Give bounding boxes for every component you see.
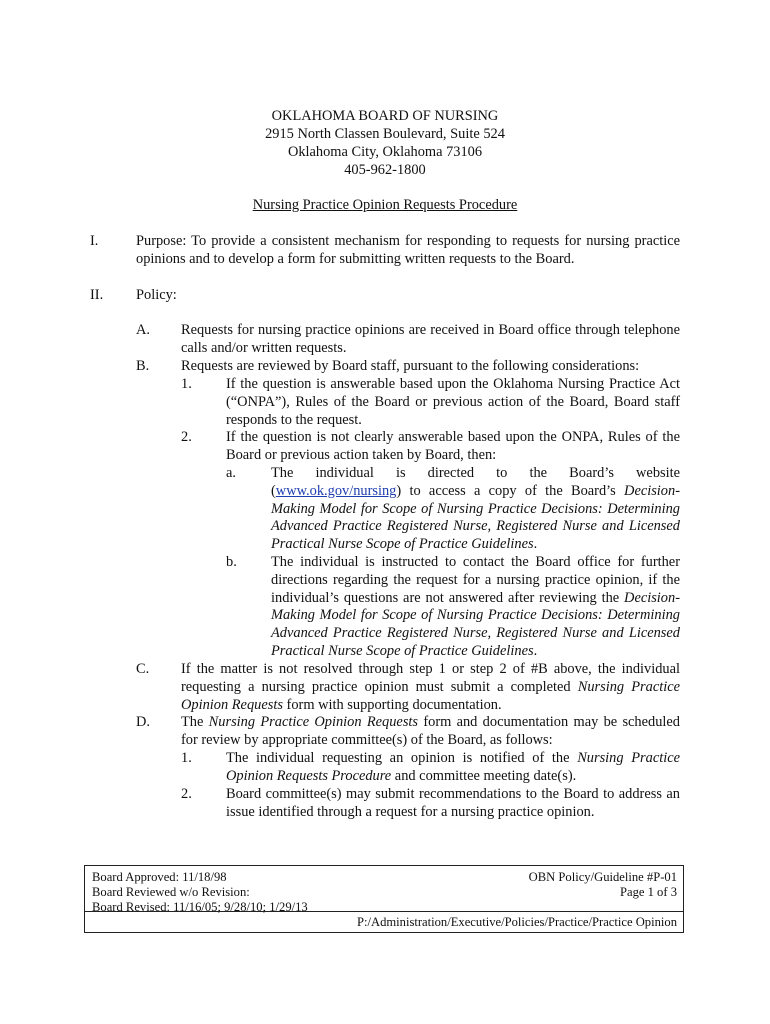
c-form-name: Nursing Practice Opinion Requests: [181, 678, 680, 713]
b2a-text-mid: ) to access a copy of the Board’s: [396, 482, 625, 499]
d-text-pre: The: [181, 714, 209, 730]
policy-item-c-label: C.: [136, 661, 150, 677]
policy-item-b2-label: 2.: [181, 429, 192, 445]
d-form-name: Nursing Practice Opinion Requests: [208, 714, 419, 730]
c-text-end: form with supporting documentation.: [282, 696, 502, 713]
policy-item-b-text: Requests are reviewed by Board staff, pursuant to the following considerations:: [181, 358, 640, 374]
policy-item-a-label: A.: [136, 322, 150, 338]
policy-item-d1-label: 1.: [181, 750, 192, 766]
phone-number: 405-962-1800: [344, 162, 426, 178]
section-number-purpose: I.: [90, 233, 99, 249]
footer-box: [84, 865, 684, 933]
policy-item-a-text: Requests for nursing practice opinions are received in Board office through telephone calls and/or written requests.: [181, 322, 680, 356]
footer-divider: [85, 911, 683, 912]
board-approved: Board Approved: 11/18/98: [92, 870, 227, 884]
policy-item-d2-label: 2.: [181, 786, 192, 802]
policy-number: OBN Policy/Guideline #P-01: [528, 870, 677, 884]
document-title-wrap: [0, 197, 770, 215]
b2a-guideline-title: Decision-Making Model for Scope of Nursing Practice Decisions: Determining Advanced Practice Registered Nurse, Registered Nurse and Licensed Practical Nurse Scope of Practice Guidelines: [271, 482, 680, 553]
policy-item-b1-label: 1.: [181, 376, 192, 392]
purpose-text: Purpose: To provide a consistent mechanism for responding to requests for nursing practice opinions and to develop a form for submitting written requests to the Board.: [136, 233, 680, 267]
board-revised: Board Revised: 11/16/05; 9/28/10; 1/29/13: [92, 900, 308, 914]
policy-item-d1-text: [226, 750, 680, 786]
policy-item-b2b-label: b.: [226, 554, 237, 570]
file-path: P:/Administration/Executive/Policies/Practice/Practice Opinion: [356, 915, 677, 929]
b2b-text-pre: The individual is instructed to contact the Board office for further directions regarding the request for a nursing practice opinion, if the individual’s questions are not answered after reviewing the: [271, 554, 680, 606]
d-text-end: form and documentation may be scheduled for review by appropriate committee(s) of the Board, as follows:: [181, 714, 680, 748]
section-number-policy: II.: [90, 287, 104, 303]
policy-item-d2-text: Board committee(s) may submit recommendations to the Board to address an issue identified through a request for a nursing practice opinion.: [226, 786, 680, 820]
board-reviewed: Board Reviewed w/o Revision:: [92, 885, 250, 899]
address-line-1: 2915 North Classen Boulevard, Suite 524: [265, 126, 505, 142]
b2a-text-pre: The individual is directed to the Board’s website (: [271, 465, 680, 499]
page-number: Page 1 of 3: [619, 885, 677, 899]
policy-item-b2-text: If the question is not clearly answerable based upon the ONPA, Rules of the Board or previous action taken by Board, then:: [226, 429, 680, 463]
policy-item-b2a-text: [271, 465, 680, 554]
c-text-pre: If the matter is not resolved through step 1 or step 2 of #B above, the individual requesting a nursing practice opinion must submit a completed: [181, 661, 680, 695]
policy-item-b2a-label: a.: [226, 465, 236, 481]
policy-item-d-text: [181, 714, 680, 750]
b2b-guideline-title: Decision-Making Model for Scope of Nursing Practice Decisions: Determining Advanced Practice Registered Nurse, Registered Nurse and Licensed Practical Nurse Scope of Practice Guidelines: [271, 589, 680, 659]
nursing-website-link[interactable]: www.ok.gov/nursing: [275, 482, 397, 499]
address-line-2: Oklahoma City, Oklahoma 73106: [287, 144, 483, 160]
policy-item-d-label: D.: [136, 714, 150, 730]
policy-item-b-label: B.: [136, 358, 150, 374]
document-title: Nursing Practice Opinion Requests Procedure: [252, 197, 518, 213]
b2a-text-end: .: [533, 536, 538, 553]
d1-text-end: and committee meeting date(s).: [391, 767, 577, 784]
org-name: OKLAHOMA BOARD OF NURSING: [271, 108, 499, 124]
policy-heading: Policy:: [136, 287, 177, 303]
d1-procedure-name: Nursing Practice Opinion Requests Procedure: [226, 750, 680, 784]
policy-item-c-text: [181, 661, 680, 714]
policy-item-b1-text: If the question is answerable based upon the Oklahoma Nursing Practice Act (“ONPA”), Rules of the Board or previous action of the Board, Board staff responds to the request.: [226, 376, 680, 428]
b2b-text-end: .: [533, 642, 538, 659]
d1-text-pre: The individual requesting an opinion is notified of the: [226, 750, 578, 766]
policy-item-b2b-text: [271, 554, 680, 661]
